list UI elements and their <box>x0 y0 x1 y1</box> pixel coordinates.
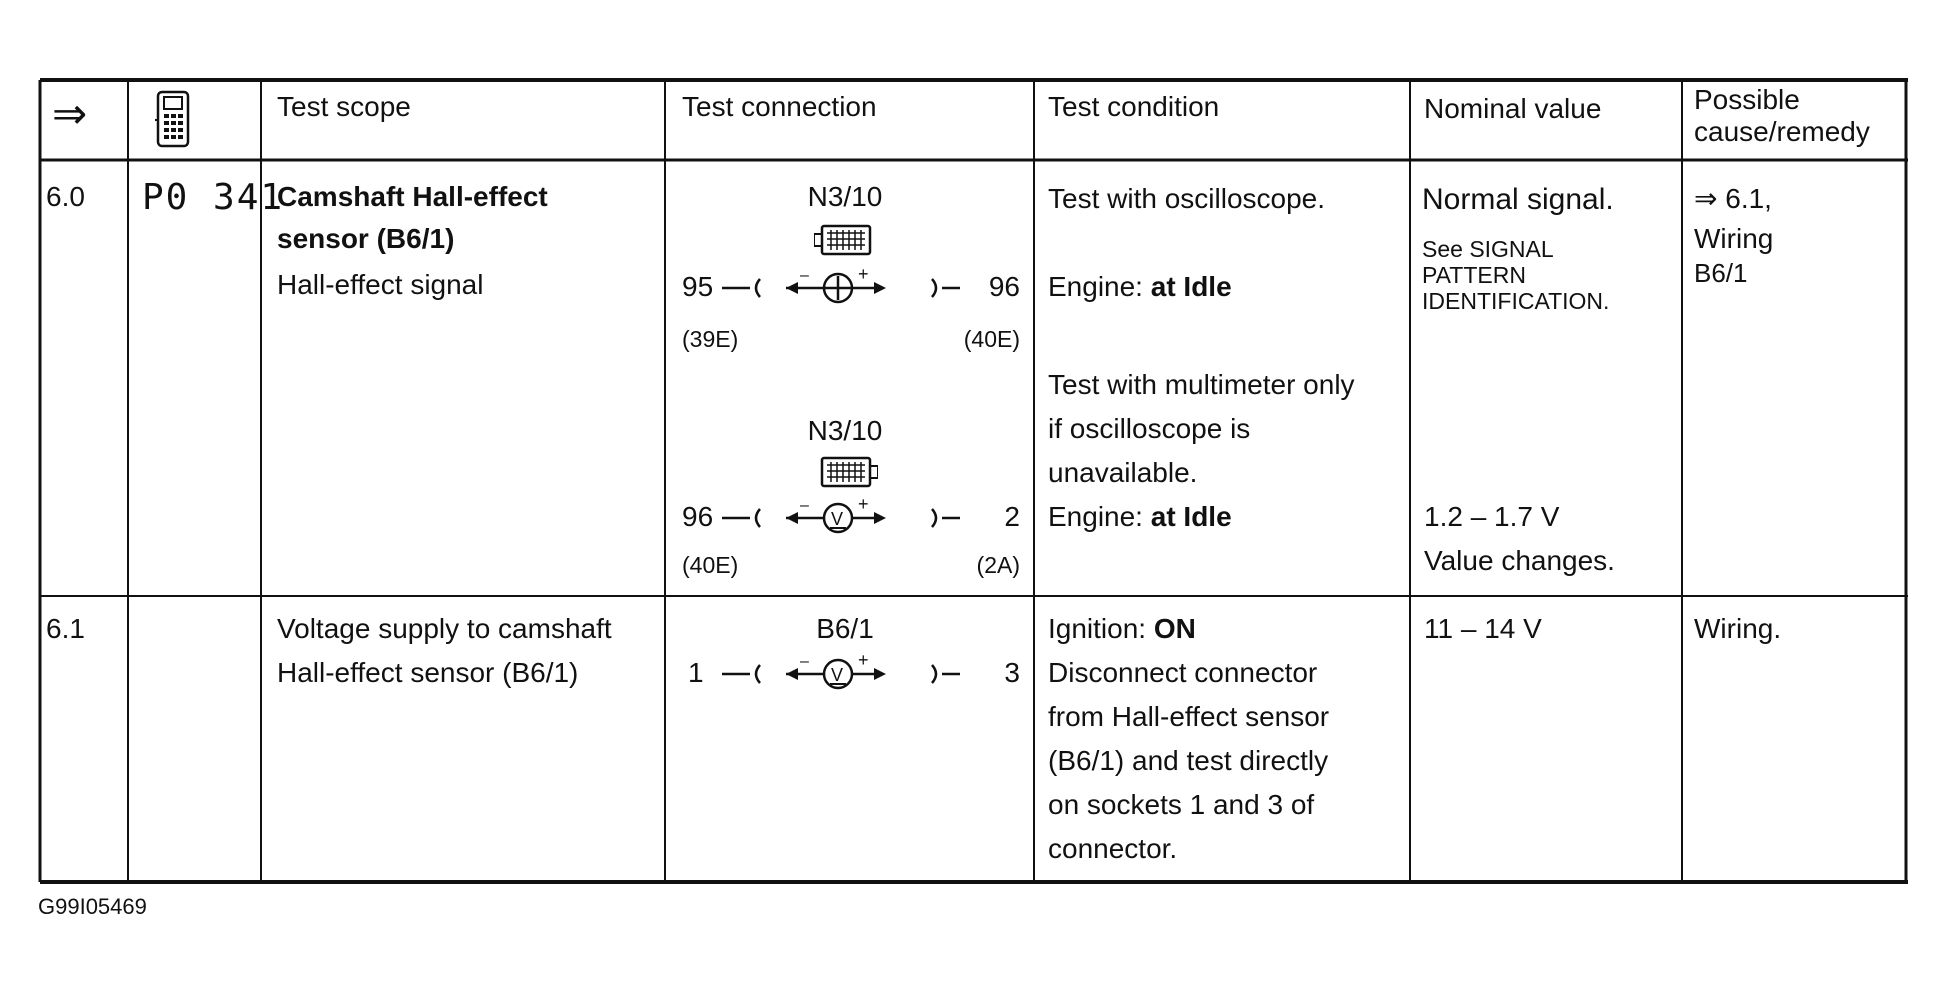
header-possible-cause-2: cause/remedy <box>1694 116 1870 147</box>
diagnostic-tester-icon <box>155 90 191 148</box>
nominal-6-0-3: Value changes. <box>1424 545 1615 576</box>
conn2-module: N3/10 <box>807 415 883 446</box>
header-nominal-value: Nominal value <box>1424 93 1602 124</box>
cond-6-0-1: Test with oscilloscope. <box>1048 183 1326 214</box>
conn-6-1-module: B6/1 <box>816 613 874 644</box>
cond-6-0-3c: unavailable. <box>1048 457 1198 488</box>
remedy-6-0-3: B6/1 <box>1694 258 1748 288</box>
arrow-header: ⇒ <box>52 90 88 137</box>
conn2-pin-left: 96 <box>682 501 714 532</box>
conn1-pin-right: 96 <box>988 271 1020 302</box>
cond-6-1-1: Ignition: ON <box>1048 613 1196 644</box>
scope-6-0-line3: Hall-effect signal <box>277 269 484 300</box>
nominal-6-0-sub1: See SIGNAL <box>1422 236 1554 262</box>
connector-module-icon <box>814 456 878 490</box>
step-6-0: 6.0 <box>46 181 85 212</box>
conn1-sub-right: (40E) <box>963 326 1020 352</box>
conn2-sub-left: (40E) <box>682 552 739 578</box>
voltmeter-icon <box>720 498 1020 538</box>
cond-6-0-4: Engine: at Idle <box>1048 501 1232 532</box>
cond-6-1-4: (B6/1) and test directly <box>1048 745 1329 776</box>
svg-text:–: – <box>800 268 809 284</box>
scope-6-0-line1: Camshaft Hall-effect <box>277 181 548 212</box>
conn1-sub-left: (39E) <box>682 326 739 352</box>
scope-6-1-line2: Hall-effect sensor (B6/1) <box>277 657 579 688</box>
connector-module-icon <box>814 224 878 258</box>
fault-code: P0 341 <box>142 177 285 218</box>
cond-6-1-5: on sockets 1 and 3 of <box>1048 789 1315 820</box>
cond-6-1-3: from Hall-effect sensor <box>1048 701 1330 732</box>
nominal-6-0-1: Normal signal. <box>1422 183 1614 216</box>
cond-6-1-2: Disconnect connector <box>1048 657 1318 688</box>
oscilloscope-icon <box>720 268 1020 308</box>
header-test-condition: Test condition <box>1048 91 1220 122</box>
remedy-6-0-1: ⇒ 6.1, <box>1694 183 1772 214</box>
cond-6-0-2: Engine: at Idle <box>1048 271 1232 302</box>
nominal-6-1: 11 – 14 V <box>1424 613 1542 644</box>
remedy-6-0-2: Wiring <box>1694 223 1774 254</box>
cond-6-1-6: connector. <box>1048 833 1178 864</box>
conn2-pin-right: 2 <box>1004 501 1020 532</box>
svg-text:+: + <box>858 268 869 284</box>
remedy-6-1: Wiring. <box>1694 613 1782 644</box>
svg-text:V: V <box>831 509 844 529</box>
nominal-6-0-sub2: PATTERN <box>1422 262 1526 288</box>
cond-6-0-3a: Test with multimeter only <box>1048 369 1355 400</box>
conn1-module: N3/10 <box>807 181 883 212</box>
conn1-pin-left: 95 <box>682 271 714 302</box>
conn-6-1-pin-left: 1 <box>688 657 704 688</box>
svg-text:+: + <box>858 498 869 514</box>
nominal-6-0-sub3: IDENTIFICATION. <box>1422 288 1610 314</box>
figure-code: G99I05469 <box>38 894 147 919</box>
nominal-6-0-2: 1.2 – 1.7 V <box>1424 501 1560 532</box>
conn2-sub-right: (2A) <box>976 552 1020 578</box>
scope-6-0-line2: sensor (B6/1) <box>277 223 455 254</box>
svg-text:–: – <box>800 498 809 514</box>
voltmeter-icon <box>720 654 1020 694</box>
header-test-connection: Test connection <box>682 91 877 122</box>
header-possible-cause-1: Possible <box>1694 84 1800 115</box>
svg-text:–: – <box>800 654 809 670</box>
svg-text:V: V <box>831 665 844 685</box>
scope-6-1-line1: Voltage supply to camshaft <box>277 613 612 644</box>
cond-6-0-3b: if oscilloscope is <box>1048 413 1251 444</box>
header-test-scope: Test scope <box>277 91 411 122</box>
svg-text:+: + <box>858 654 869 670</box>
step-6-1: 6.1 <box>46 613 85 644</box>
conn-6-1-pin-right: 3 <box>1004 657 1020 688</box>
